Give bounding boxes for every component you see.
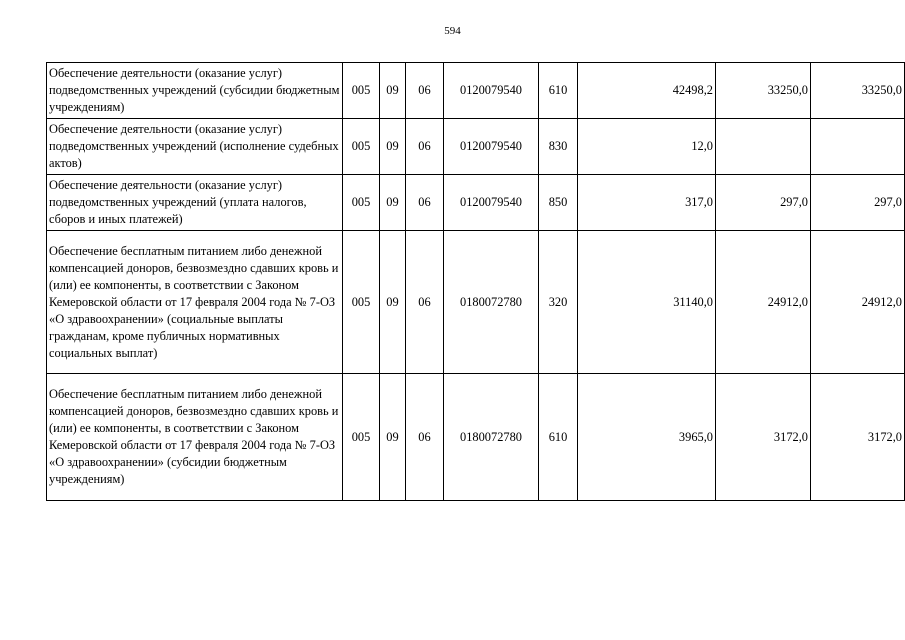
subsection-code: 06	[406, 119, 444, 175]
expense-name: Обеспечение деятельности (оказание услуг) подведомственных учреждений (исполнение судебных актов)	[47, 119, 343, 175]
grbs-code: 005	[343, 119, 380, 175]
grbs-code: 005	[343, 175, 380, 231]
expense-name: Обеспечение бесплатным питанием либо денежной компенсацией доноров, безвозмездно сдавших кровь и (или) ее компоненты, в соответствии с Законом Кемеровской области от 17 февраля 2004 года № 7-ОЗ «О здравоохранении» (субсидии бюджетным учреждениям)	[47, 374, 343, 501]
amount-year-3: 24912,0	[811, 231, 905, 374]
amount-year-1: 42498,2	[578, 63, 716, 119]
section-code: 09	[380, 119, 406, 175]
amount-year-1: 12,0	[578, 119, 716, 175]
amount-year-3: 33250,0	[811, 63, 905, 119]
expense-type-code: 610	[539, 63, 578, 119]
amount-year-2: 297,0	[716, 175, 811, 231]
grbs-code: 005	[343, 231, 380, 374]
section-code: 09	[380, 175, 406, 231]
table-row	[47, 175, 905, 231]
subsection-code: 06	[406, 231, 444, 374]
section-code: 09	[380, 231, 406, 374]
section-code: 09	[380, 63, 406, 119]
table-row	[47, 63, 905, 119]
grbs-code: 005	[343, 63, 380, 119]
expense-type-code: 850	[539, 175, 578, 231]
target-article-code: 0180072780	[444, 374, 539, 501]
amount-year-2: 24912,0	[716, 231, 811, 374]
page-number: 594	[444, 25, 461, 37]
amount-year-2: 33250,0	[716, 63, 811, 119]
amount-year-1: 31140,0	[578, 231, 716, 374]
amount-year-2: 3172,0	[716, 374, 811, 501]
target-article-code: 0120079540	[444, 175, 539, 231]
amount-year-1: 317,0	[578, 175, 716, 231]
subsection-code: 06	[406, 175, 444, 231]
expense-type-code: 830	[539, 119, 578, 175]
expense-name: Обеспечение деятельности (оказание услуг) подведомственных учреждений (субсидии бюджетным учреждениям)	[47, 63, 343, 119]
subsection-code: 06	[406, 374, 444, 501]
target-article-code: 0180072780	[444, 231, 539, 374]
expense-name: Обеспечение бесплатным питанием либо денежной компенсацией доноров, безвозмездно сдавших кровь и (или) ее компоненты, в соответствии с Законом Кемеровской области от 17 февраля 2004 года № 7-ОЗ «О здравоохранении» (социальные выплаты гражданам, кроме публичных нормативных социальных выплат)	[47, 231, 343, 374]
target-article-code: 0120079540	[444, 63, 539, 119]
table-row	[47, 119, 905, 175]
target-article-code: 0120079540	[444, 119, 539, 175]
amount-year-2	[716, 119, 811, 175]
table-row	[47, 374, 905, 501]
amount-year-3	[811, 119, 905, 175]
expense-type-code: 610	[539, 374, 578, 501]
amount-year-3: 297,0	[811, 175, 905, 231]
amount-year-3: 3172,0	[811, 374, 905, 501]
section-code: 09	[380, 374, 406, 501]
amount-year-1: 3965,0	[578, 374, 716, 501]
subsection-code: 06	[406, 63, 444, 119]
budget-table	[46, 62, 905, 501]
grbs-code: 005	[343, 374, 380, 501]
expense-type-code: 320	[539, 231, 578, 374]
table-row	[47, 231, 905, 374]
expense-name: Обеспечение деятельности (оказание услуг) подведомственных учреждений (уплата налогов, сборов и иных платежей)	[47, 175, 343, 231]
